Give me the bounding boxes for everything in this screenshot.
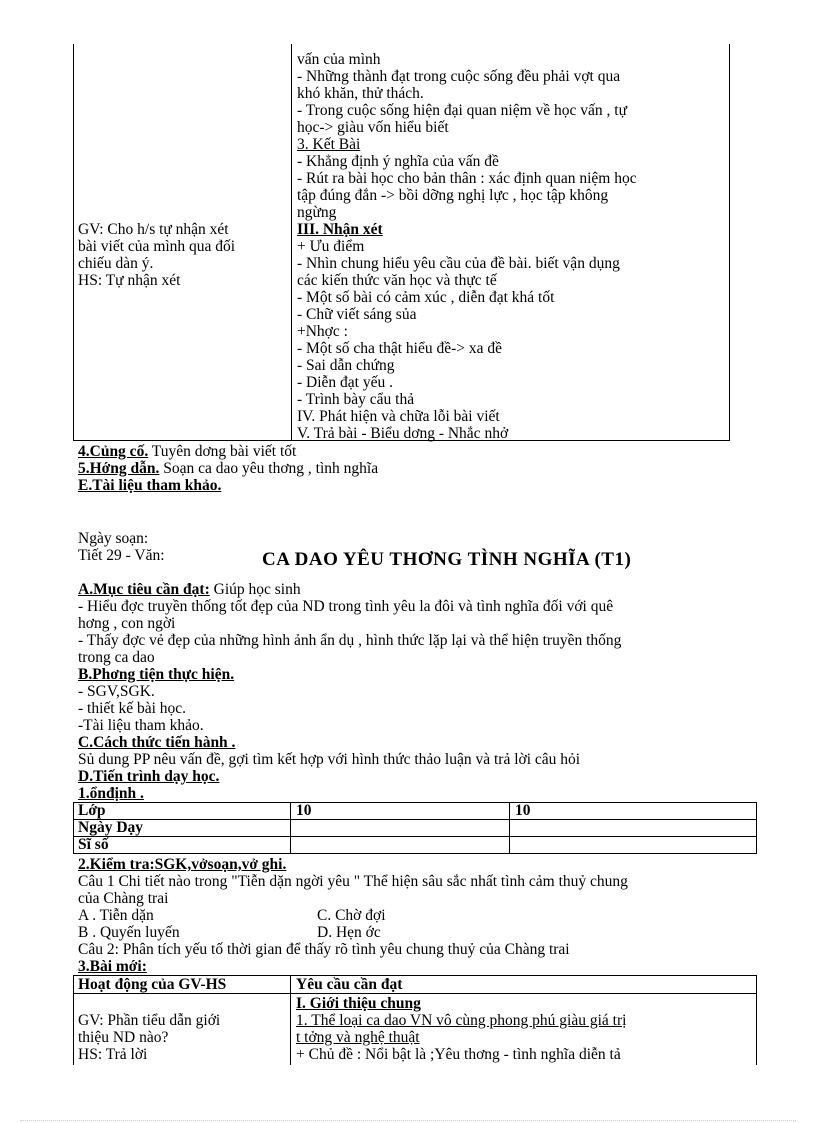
right-line: các kiến thức văn học và thực tế (297, 272, 497, 289)
right-line-heading: III. Nhận xét (297, 221, 383, 238)
page-bottom-rule (20, 1120, 796, 1121)
lesson-right-line: 1. Thể loại ca dao VN vô cùng phong phú giàu giá trị (296, 1012, 627, 1029)
section-b-heading: B.Phơng tiện thực hiện. (78, 666, 235, 683)
lesson-left-line: thiệu ND nào? (78, 1029, 169, 1046)
section-c-text: Sủ dung PP nêu vấn đề, gợi tìm kết hợp với hình thức thảo luận và trả lời câu hỏi (78, 751, 581, 768)
right-line: vấn của mình (297, 51, 381, 68)
right-line: ngừng (297, 204, 337, 221)
huong-dan-text: Soạn ca dao yêu thơng , tình nghĩa (159, 460, 379, 477)
right-line: - Những thành đạt trong cuộc sống đều phải vợt qua (297, 68, 621, 85)
lesson-table-head-right: Yêu cầu cần đạt (296, 976, 403, 993)
class-table-col-line (509, 802, 510, 854)
left-line: HS: Tự nhận xét (78, 272, 181, 289)
on-dinh-heading: 1.ổnđịnh . (78, 785, 144, 802)
question-1-line: của Chàng trai (78, 890, 169, 907)
option-a: A . Tiễn dặn (78, 907, 154, 924)
option-b: B . Quyến luyến (78, 924, 180, 941)
lesson-right-line: + Chủ đề : Nổi bật là ;Yêu thơng - tình nghĩa diễn tả (296, 1046, 621, 1063)
section-b-line: - SGV,SGK. (78, 683, 155, 700)
lesson-right-heading: I. Giới thiệu chung (296, 995, 421, 1012)
section-a-heading (78, 582, 301, 598)
lesson-left-line: GV: Phần tiểu dẫn giới (78, 1012, 221, 1029)
class-table-row-line (73, 819, 757, 820)
huong-dan-label: 5.Hớng dẫn. (78, 460, 160, 477)
bai-moi-heading: 3.Bài mới: (78, 958, 147, 975)
right-line: khó khăn, thử thách. (297, 85, 424, 102)
section-b-line: - thiết kế bài học. (78, 700, 187, 717)
section-a-line: hơng , con ngời (78, 615, 176, 632)
lesson-left-line: HS: Trả lời (78, 1046, 148, 1063)
ngay-soan: Ngày soạn: (78, 530, 149, 547)
tai-lieu-heading: E.Tài liệu tham khảo. (78, 477, 222, 494)
lesson-table-header-line (73, 993, 757, 994)
class-table-cell: Lớp (78, 802, 106, 819)
class-table-cell: 10 (515, 802, 531, 819)
question-2: Câu 2: Phân tích yếu tố thời gian để thấy rõ tình yêu chung thuỷ của Chàng trai (78, 941, 570, 958)
right-line: - Trình bày cẩu thả (297, 391, 415, 408)
right-line: - Sai dẫn chứng (297, 357, 395, 374)
right-line: - Một số cha thật hiểu đề-> xa đề (297, 340, 503, 357)
lesson-table-head-left: Hoạt động của GV-HS (78, 976, 227, 993)
right-line: tập đúng đắn -> bồi dỡng nghị lực , học tập không (297, 187, 609, 204)
kiem-tra-heading: 2.Kiểm tra:SGK,vởsoạn,vở ghi. (78, 856, 287, 873)
section-a-line: - Hiểu đợc truyền thống tốt đẹp của ND trong tình yêu la đôi và tình nghĩa đối với quê (78, 598, 614, 615)
right-line: - Một số bài có cảm xúc , diễn đạt khá tốt (297, 289, 555, 306)
class-table-row-line (73, 836, 757, 837)
section-a-label-rest: Giúp học sinh (209, 581, 301, 598)
right-line: IV. Phát hiện và chữa lỗi bài viết (297, 408, 500, 425)
left-line: bài viết của mình qua đối (78, 238, 236, 255)
section-b-line: -Tài liệu tham khảo. (78, 717, 204, 734)
section-c-heading: C.Cách thức tiến hành . (78, 734, 236, 751)
option-c: C. Chờ đợi (317, 907, 386, 924)
top-table-divider (291, 44, 292, 441)
right-line: - Rút ra bài học cho bản thân : xác định quan niệm học (297, 170, 637, 187)
right-line: - Diễn đạt yếu . (297, 374, 393, 391)
class-table-cell: 10 (296, 802, 312, 819)
section-d-heading: D.Tiến trình dạy học. (78, 768, 220, 785)
huong-dan-line (78, 461, 378, 477)
class-table (73, 802, 757, 854)
right-line: - Chữ viết sáng sủa (297, 306, 417, 323)
cung-co-text: Tuyên dơng bài viết tốt (148, 443, 297, 460)
option-d: D. Hẹn ớc (317, 924, 381, 941)
right-line: học-> giàu vốn hiểu biết (297, 119, 449, 136)
left-line: GV: Cho h/s tự nhận xét (78, 221, 229, 238)
right-line: - Khẳng định ý nghĩa của vấn đề (297, 153, 499, 170)
section-a-line: - Thấy đợc vẻ đẹp của những hình ảnh ẩn dụ , hình thức lặp lại và thể hiện truyền thống (78, 632, 622, 649)
right-line: V. Trả bài - Biểu dơng - Nhắc nhở (297, 425, 509, 442)
page-title: CA DAO YÊU THƠNG TÌNH NGHĨA (T1) (262, 549, 632, 570)
cung-co-line (78, 444, 296, 460)
left-line: chiếu dàn ý. (78, 255, 154, 272)
class-table-cell: Sĩ số (78, 836, 109, 853)
cung-co-label: 4.Củng cố. (78, 443, 149, 460)
class-table-cell: Ngày Dạy (78, 819, 144, 836)
question-1-line: Câu 1 Chi tiết nào trong "Tiễn dặn ngời yêu " Thể hiện sâu sắc nhất tình cảm thuỷ chung (78, 873, 628, 890)
section-a-label: A.Mục tiêu cần đạt: (78, 581, 210, 598)
right-line: - Trong cuộc sống hiện đại quan niệm về học vấn , tự (297, 102, 627, 119)
right-line-heading: 3. Kết Bài (297, 136, 361, 153)
tiet-label: Tiết 29 - Văn: (78, 547, 165, 564)
right-line: + Ưu điểm (297, 238, 365, 255)
right-line: +Nhợc : (297, 323, 348, 340)
section-a-line: trong ca dao (78, 649, 155, 666)
lesson-right-line: t tởng và nghệ thuật (296, 1029, 420, 1046)
class-table-col-line (290, 802, 291, 854)
lesson-table-divider (290, 975, 291, 1065)
right-line: - Nhìn chung hiểu yêu cầu của đề bài. biết vận dụng (297, 255, 620, 272)
